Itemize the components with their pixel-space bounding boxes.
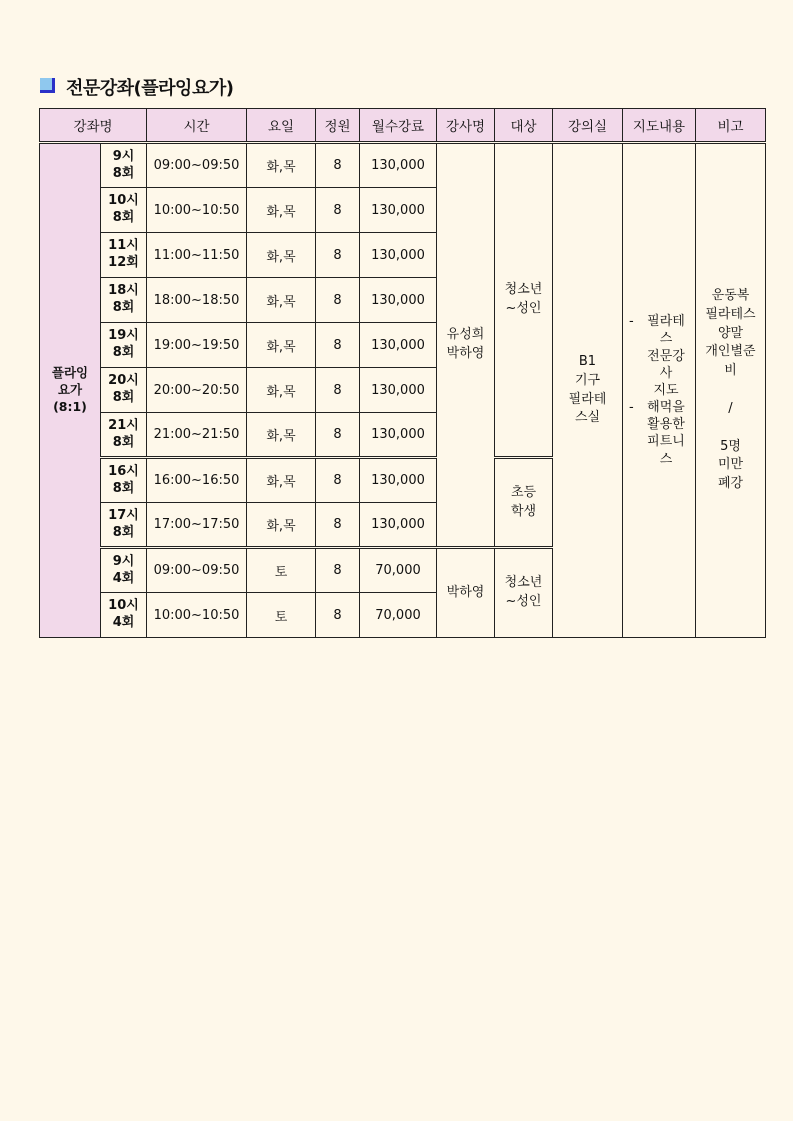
note-cell: 운동복 필라테스 양말 개인별준 비 / 5명 미만 폐강 (696, 143, 766, 638)
day-cell: 토 (247, 548, 316, 593)
time-cell: 11:00~11:50 (147, 233, 247, 278)
slot-cell: 11시 12회 (101, 233, 147, 278)
capacity-cell: 8 (316, 188, 360, 233)
time-cell: 19:00~19:50 (147, 323, 247, 368)
day-cell: 토 (247, 593, 316, 638)
capacity-cell: 8 (316, 458, 360, 503)
fee-cell: 130,000 (360, 143, 437, 188)
fee-cell: 130,000 (360, 368, 437, 413)
header-instructor: 강사명 (437, 109, 495, 143)
section-title: 전문강좌(플라잉요가) (66, 78, 234, 99)
time-cell: 10:00~10:50 (147, 593, 247, 638)
header-content: 지도내용 (623, 109, 696, 143)
table-row (40, 143, 766, 188)
time-cell: 21:00~21:50 (147, 413, 247, 458)
target-cell: 청소년 ~성인 (495, 143, 553, 458)
fee-cell: 70,000 (360, 593, 437, 638)
instructor-cell: 유성희 박하영 (437, 143, 495, 548)
time-cell: 17:00~17:50 (147, 503, 247, 548)
table-header-row (40, 109, 766, 143)
slot-cell: 10시 4회 (101, 593, 147, 638)
header-target: 대상 (495, 109, 553, 143)
day-cell: 화,목 (247, 323, 316, 368)
time-cell: 16:00~16:50 (147, 458, 247, 503)
fee-cell: 130,000 (360, 278, 437, 323)
day-cell: 화,목 (247, 413, 316, 458)
time-cell: 09:00~09:50 (147, 143, 247, 188)
slot-cell: 18시 8회 (101, 278, 147, 323)
schedule-table (39, 108, 766, 638)
target-cell: 청소년 ~성인 (495, 548, 553, 638)
slot-cell: 9시 4회 (101, 548, 147, 593)
capacity-cell: 8 (316, 278, 360, 323)
day-cell: 화,목 (247, 368, 316, 413)
day-cell: 화,목 (247, 143, 316, 188)
day-cell: 화,목 (247, 458, 316, 503)
capacity-cell: 8 (316, 593, 360, 638)
slot-cell: 17시 8회 (101, 503, 147, 548)
time-cell: 09:00~09:50 (147, 548, 247, 593)
fee-cell: 130,000 (360, 323, 437, 368)
slot-cell: 16시 8회 (101, 458, 147, 503)
fee-cell: 70,000 (360, 548, 437, 593)
header-note: 비고 (696, 109, 766, 143)
capacity-cell: 8 (316, 143, 360, 188)
content-item: - 필라테 스 전문강 사 지도 (629, 314, 685, 398)
capacity-cell: 8 (316, 413, 360, 458)
instructor-cell: 박하영 (437, 548, 495, 638)
room-cell: B1 기구 필라테 스실 (553, 143, 623, 638)
capacity-cell: 8 (316, 323, 360, 368)
capacity-cell: 8 (316, 548, 360, 593)
section-heading (40, 74, 233, 100)
day-cell: 화,목 (247, 188, 316, 233)
target-cell: 초등 학생 (495, 458, 553, 548)
header-fee: 월수강료 (360, 109, 437, 143)
square-bullet-icon (40, 78, 58, 96)
fee-cell: 130,000 (360, 233, 437, 278)
capacity-cell: 8 (316, 368, 360, 413)
fee-cell: 130,000 (360, 503, 437, 548)
header-time: 시간 (147, 109, 247, 143)
fee-cell: 130,000 (360, 413, 437, 458)
time-cell: 18:00~18:50 (147, 278, 247, 323)
time-cell: 10:00~10:50 (147, 188, 247, 233)
slot-cell: 19시 8회 (101, 323, 147, 368)
header-course: 강좌명 (40, 109, 147, 143)
header-capacity: 정원 (316, 109, 360, 143)
slot-cell: 21시 8회 (101, 413, 147, 458)
content-cell (623, 143, 696, 638)
header-day: 요일 (247, 109, 316, 143)
day-cell: 화,목 (247, 503, 316, 548)
day-cell: 화,목 (247, 233, 316, 278)
day-cell: 화,목 (247, 278, 316, 323)
time-cell: 20:00~20:50 (147, 368, 247, 413)
fee-cell: 130,000 (360, 458, 437, 503)
slot-cell: 9시 8회 (101, 143, 147, 188)
header-room: 강의실 (553, 109, 623, 143)
slot-cell: 20시 8회 (101, 368, 147, 413)
content-item: - 해먹을 활용한 피트니 스 (629, 400, 685, 467)
fee-cell: 130,000 (360, 188, 437, 233)
slot-cell: 10시 8회 (101, 188, 147, 233)
capacity-cell: 8 (316, 233, 360, 278)
capacity-cell: 8 (316, 503, 360, 548)
course-name: 플라잉 요가 (8:1) (40, 143, 101, 638)
